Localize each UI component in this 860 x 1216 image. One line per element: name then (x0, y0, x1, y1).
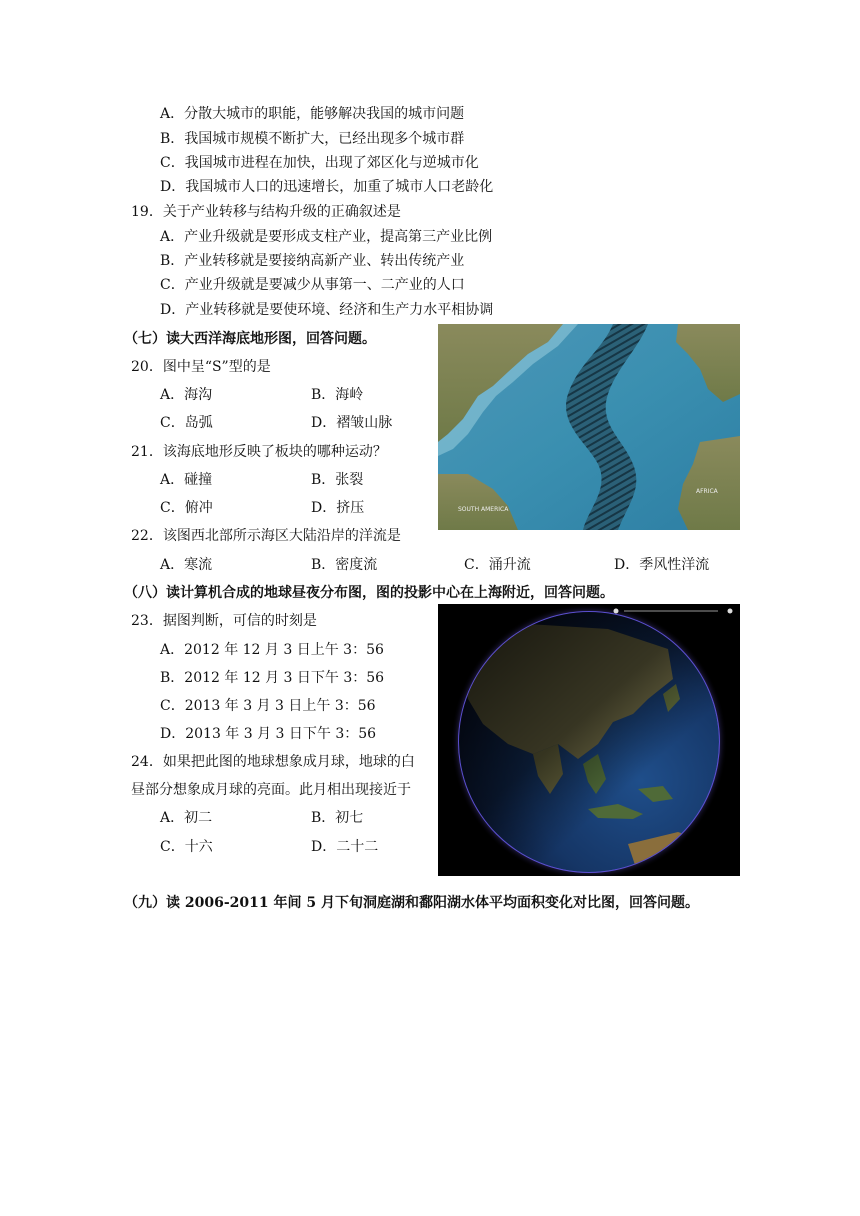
question-22-stem: 22．该图西北部所示海区大陆沿岸的洋流是 (131, 528, 401, 544)
option-text: A．初二 (160, 810, 213, 826)
section-7-heading: （七）读大西洋海底地形图，回答问题。 (124, 331, 376, 347)
globe (438, 604, 740, 876)
earth-day-night-image (438, 604, 740, 876)
option-text: D．二十二 (311, 839, 379, 855)
question-21-stem: 21．该海底地形反映了板块的哪种运动？ (131, 444, 387, 460)
question-19-stem: 19．关于产业转移与结构升级的正确叙述是 (131, 204, 401, 220)
section-9-heading: （九）读 2006-2011 年间 5 月下旬洞庭湖和鄱阳湖水体平均面积变化对比图，回答问题。 (124, 895, 699, 911)
option-text: C．涌升流 (464, 557, 531, 573)
option-text: D．2013 年 3 月 3 日下午 3：56 (160, 726, 377, 742)
option-text: D．褶皱山脉 (311, 415, 393, 431)
option-text: B．2012 年 12 月 3 日下午 3：56 (160, 670, 385, 686)
option-text: C．我国城市进程在加快，出现了郊区化与逆城市化 (160, 155, 479, 171)
seafloor-relief (438, 324, 740, 530)
option-text: C．十六 (160, 839, 213, 855)
option-text: B．密度流 (311, 557, 378, 573)
option-text: C．产业升级就是要减少从事第一、二产业的人口 (160, 277, 465, 293)
option-text: D．挤压 (311, 500, 365, 516)
atlantic-seafloor-map (438, 324, 740, 530)
option-text: C．俯冲 (160, 500, 213, 516)
question-24-stem: 24．如果把此图的地球想象成月球，地球的白 (131, 754, 415, 770)
map-label-south-america: SOUTH AMERICA (458, 506, 509, 513)
option-text: A．海沟 (160, 387, 213, 403)
option-text: A．产业升级就是要形成支柱产业，提高第三产业比例 (160, 229, 493, 245)
option-text: B．产业转移就是要接纳高新产业、转出传统产业 (160, 253, 465, 269)
question-23-stem: 23．据图判断，可信的时刻是 (131, 613, 317, 629)
option-text: D．季风性洋流 (614, 557, 710, 573)
option-text: B．我国城市规模不断扩大，已经出现多个城市群 (160, 131, 465, 147)
option-text: A．寒流 (160, 557, 213, 573)
option-text: B．初七 (311, 810, 364, 826)
option-text: A．碰撞 (160, 472, 213, 488)
question-20-stem: 20．图中呈“S”型的是 (131, 359, 271, 375)
option-text: B．海岭 (311, 387, 364, 403)
question-24-stem-cont: 昼部分想象成月球的亮面。此月相出现接近于 (131, 782, 411, 798)
option-text: D．产业转移就是要使环境、经济和生产力水平相协调 (160, 302, 494, 318)
section-8-heading: （八）读计算机合成的地球昼夜分布图，图的投影中心在上海附近，回答问题。 (124, 585, 614, 601)
option-text: C．2013 年 3 月 3 日上午 3：56 (160, 698, 376, 714)
option-text: A．2012 年 12 月 3 日上午 3：56 (160, 642, 384, 658)
option-text: C．岛弧 (160, 415, 213, 431)
option-text: A．分散大城市的职能，能够解决我国的城市问题 (160, 106, 465, 122)
option-text: D．我国城市人口的迅速增长，加重了城市人口老龄化 (160, 179, 494, 195)
map-label-africa: AFRICA (696, 488, 718, 495)
option-text: B．张裂 (311, 472, 364, 488)
